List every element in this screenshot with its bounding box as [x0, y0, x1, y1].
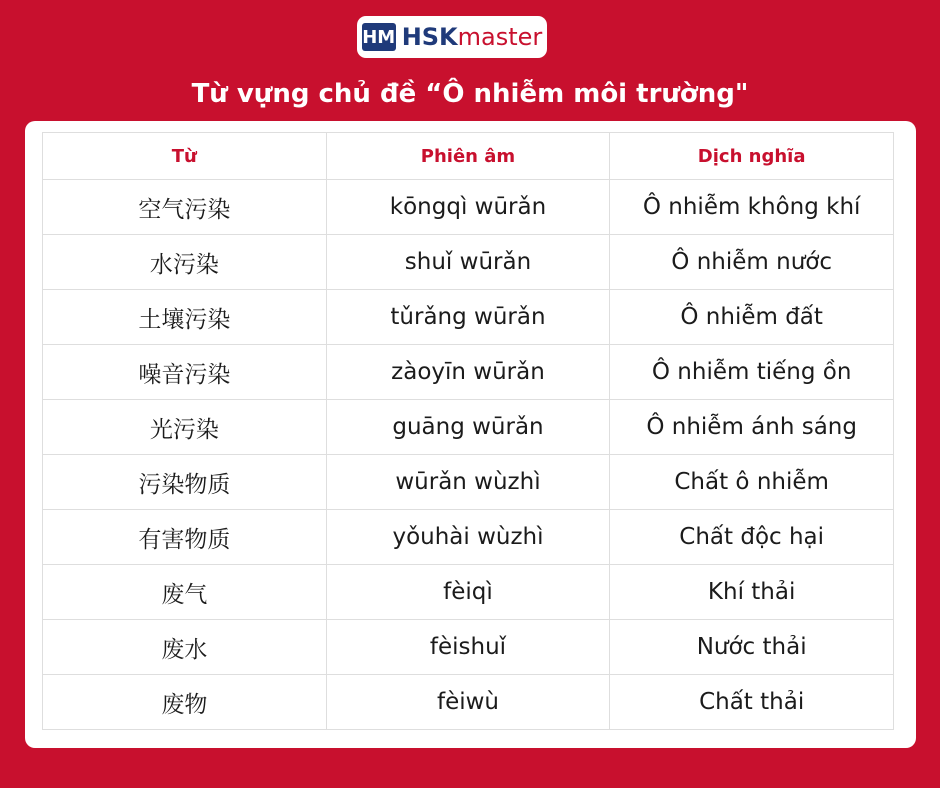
logo-mark-icon: HM [362, 23, 396, 51]
cell-word: 噪音污染 [43, 345, 327, 400]
header-word: Từ [43, 133, 327, 180]
table-row [43, 565, 894, 620]
vocab-table [42, 132, 894, 730]
logo-text-rest: master [457, 23, 543, 51]
cell-meaning: Chất ô nhiễm [610, 455, 894, 510]
cell-word: 废水 [43, 620, 327, 675]
cell-meaning: Chất độc hại [610, 510, 894, 565]
table-row [43, 455, 894, 510]
cell-pinyin: kōngqì wūrǎn [326, 180, 610, 235]
brand-logo [357, 16, 547, 58]
cell-pinyin: zàoyīn wūrǎn [326, 345, 610, 400]
cell-meaning: Ô nhiễm đất [610, 290, 894, 345]
cell-meaning: Khí thải [610, 565, 894, 620]
cell-pinyin: shuǐ wūrǎn [326, 235, 610, 290]
cell-meaning: Ô nhiễm không khí [610, 180, 894, 235]
cell-meaning: Ô nhiễm nước [610, 235, 894, 290]
cell-word: 废物 [43, 675, 327, 730]
cell-meaning: Chất thải [610, 675, 894, 730]
table-row [43, 400, 894, 455]
logo-text-bold: HSK [401, 23, 458, 51]
table-row [43, 290, 894, 345]
cell-pinyin: tǔrǎng wūrǎn [326, 290, 610, 345]
cell-meaning: Ô nhiễm ánh sáng [610, 400, 894, 455]
cell-pinyin: yǒuhài wùzhì [326, 510, 610, 565]
table-row [43, 675, 894, 730]
table-row [43, 345, 894, 400]
header-pinyin: Phiên âm [326, 133, 610, 180]
cell-meaning: Nước thải [610, 620, 894, 675]
table-row [43, 510, 894, 565]
vocab-card [25, 121, 916, 748]
table-row [43, 620, 894, 675]
cell-word: 水污染 [43, 235, 327, 290]
cell-pinyin: fèiwù [326, 675, 610, 730]
table-row [43, 180, 894, 235]
cell-pinyin: fèishuǐ [326, 620, 610, 675]
header-meaning: Dịch nghĩa [610, 133, 894, 180]
cell-word: 空气污染 [43, 180, 327, 235]
cell-word: 废气 [43, 565, 327, 620]
cell-pinyin: fèiqì [326, 565, 610, 620]
cell-pinyin: guāng wūrǎn [326, 400, 610, 455]
logo-text [402, 25, 543, 49]
page-title: Từ vựng chủ đề “Ô nhiễm môi trường" [191, 79, 749, 109]
table-row [43, 235, 894, 290]
cell-word: 光污染 [43, 400, 327, 455]
cell-meaning: Ô nhiễm tiếng ồn [610, 345, 894, 400]
cell-word: 污染物质 [43, 455, 327, 510]
cell-pinyin: wūrǎn wùzhì [326, 455, 610, 510]
cell-word: 土壤污染 [43, 290, 327, 345]
cell-word: 有害物质 [43, 510, 327, 565]
table-header-row [43, 133, 894, 180]
